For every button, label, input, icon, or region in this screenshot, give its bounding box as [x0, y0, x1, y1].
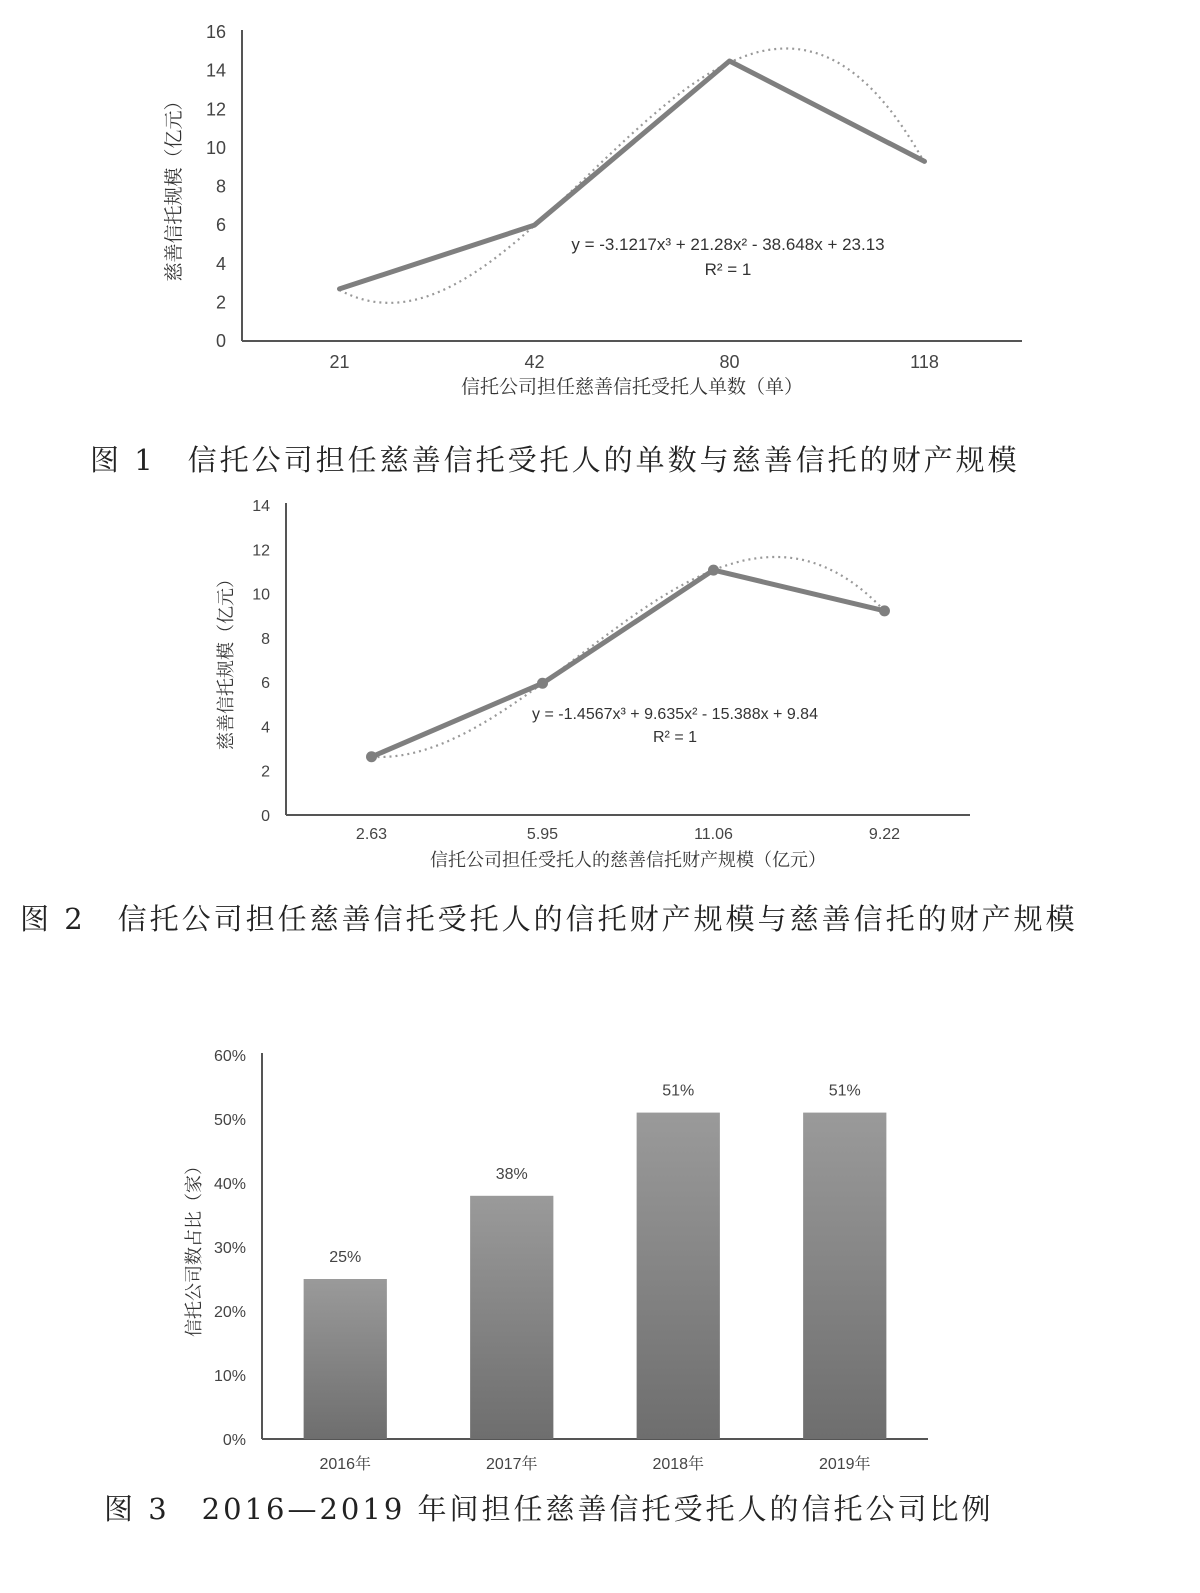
x-tick-label: 5.95 — [526, 826, 559, 843]
trendline — [340, 49, 925, 303]
y-tick-label: 14 — [205, 60, 226, 81]
data-series-line — [340, 61, 925, 289]
bar — [637, 1113, 720, 1439]
y-tick-label: 12 — [205, 99, 226, 120]
y-axis-label: 慈善信托规模（亿元） — [216, 570, 237, 750]
figure-1-caption: 图 1 信托公司担任慈善信托受托人的单数与慈善信托的财产规模 — [90, 443, 1020, 477]
y-tick-label: 10 — [252, 586, 270, 604]
y-tick-label: 50% — [213, 1112, 246, 1129]
data-point-marker — [537, 678, 548, 689]
y-tick-label: 60% — [213, 1048, 246, 1065]
x-tick-label: 2018年 — [652, 1456, 705, 1473]
data-point-marker — [708, 565, 719, 576]
x-axis-label: 信托公司担任慈善信托受托人单数（单） — [460, 376, 804, 398]
bar-data-label: 38% — [495, 1165, 528, 1183]
y-tick-label: 30% — [213, 1240, 246, 1257]
y-axis-label: 信托公司数占比（家） — [184, 1157, 205, 1337]
bar-data-label: 25% — [329, 1249, 362, 1266]
y-tick-label: 6 — [261, 675, 270, 693]
bar — [803, 1113, 886, 1439]
data-point-marker — [879, 605, 890, 616]
y-tick-label: 10 — [205, 137, 226, 158]
bar-data-label: 51% — [828, 1082, 861, 1100]
bar-data-label: 51% — [662, 1082, 695, 1100]
x-tick-label: 42 — [524, 352, 545, 372]
chart-3 — [184, 1048, 928, 1473]
x-tick-label: 11.06 — [694, 826, 733, 843]
y-tick-label: 6 — [215, 215, 226, 236]
y-tick-label: 2 — [215, 292, 226, 313]
y-tick-label: 40% — [213, 1176, 246, 1193]
y-tick-label: 14 — [252, 498, 270, 515]
trendline-r2: R² = 1 — [652, 729, 698, 746]
y-axis-label: 慈善信托规模（亿元） — [163, 91, 185, 282]
x-axis-label: 信托公司担任受托人的慈善信托财产规模（亿元） — [430, 850, 826, 871]
x-tick-label: 2.63 — [355, 826, 388, 843]
trendline-r2: R² = 1 — [704, 260, 752, 279]
bar — [470, 1196, 553, 1439]
y-tick-label: 0 — [215, 331, 226, 351]
x-tick-label: 21 — [329, 352, 350, 372]
x-tick-label: 2017年 — [485, 1456, 538, 1473]
y-tick-label: 8 — [215, 176, 226, 197]
x-tick-label: 2019年 — [818, 1456, 871, 1473]
x-tick-label: 9.22 — [868, 826, 901, 843]
y-tick-label: 10% — [213, 1368, 246, 1385]
y-tick-label: 4 — [261, 719, 270, 737]
figure-3-caption: 图 3 2016—2019 年间担任慈善信托受托人的信托公司比例 — [104, 1492, 994, 1526]
data-point-marker — [366, 751, 377, 762]
x-tick-label: 2016年 — [319, 1456, 372, 1473]
trendline-equation: y = -3.1217x³ + 21.28x² - 38.648x + 23.13 — [571, 235, 885, 254]
y-tick-label: 2 — [261, 763, 270, 781]
y-tick-label: 0% — [222, 1432, 246, 1449]
y-tick-label: 4 — [215, 253, 226, 274]
y-tick-label: 12 — [252, 542, 270, 560]
data-series-line — [372, 570, 885, 757]
x-tick-label: 80 — [719, 352, 740, 372]
y-tick-label: 0 — [261, 808, 270, 825]
y-tick-label: 16 — [205, 22, 226, 42]
trendline — [372, 557, 885, 757]
y-tick-label: 8 — [261, 630, 270, 648]
x-tick-label: 118 — [910, 352, 939, 372]
figure-2-caption: 图 2 信托公司担任慈善信托受托人的信托财产规模与慈善信托的财产规模 — [20, 902, 1078, 936]
trendline-equation: y = -1.4567x³ + 9.635x² - 15.388x + 9.84 — [532, 706, 818, 723]
bar — [304, 1279, 387, 1439]
y-tick-label: 20% — [213, 1304, 246, 1321]
chart-1 — [163, 22, 1022, 398]
chart-2 — [216, 498, 970, 871]
